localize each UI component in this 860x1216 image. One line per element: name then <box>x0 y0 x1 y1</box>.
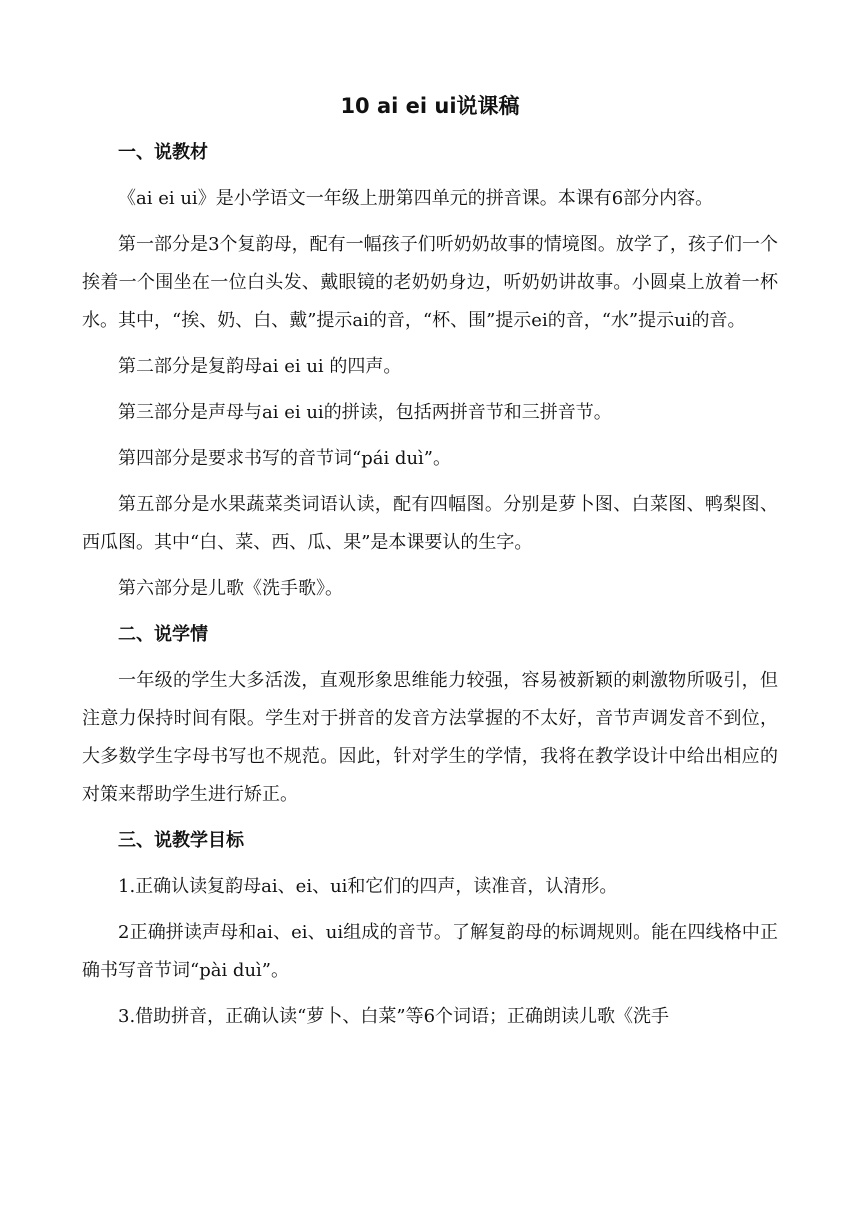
paragraph: 第二部分是复韵母ai ei ui 的四声。 <box>118 356 402 377</box>
paragraph: 《ai ei ui》是小学语文一年级上册第四单元的拼音课。本课有6部分内容。 <box>118 188 714 209</box>
paragraph: 第三部分是声母与ai ei ui的拼读，包括两拼音节和三拼音节。 <box>118 402 612 423</box>
paragraph: 第四部分是要求书写的音节词“pái duì”。 <box>118 448 452 469</box>
section-heading-students: 二、说学情 <box>118 624 208 645</box>
document-body <box>82 134 778 1044</box>
paragraph: 一年级的学生大多活泼，直观形象思维能力较强，容易被新颖的刺激物所吸引，但注意力保持时间有限。学生对于拼音的发音方法掌握的不太好，音节声调发音不到位，大多数学生字母书写也不规范。因此，针对学生的学情，我将在教学设计中给出相应的对策来帮助学生进行矫正。 <box>82 670 778 805</box>
paragraph: 2正确拼读声母和ai、ei、ui组成的音节。了解复韵母的标调规则。能在四线格中正确书写音节词“pài duì”。 <box>82 922 778 981</box>
paragraph: 第一部分是3个复韵母，配有一幅孩子们听奶奶故事的情境图。放学了，孩子们一个挨着一个围坐在一位白头发、戴眼镜的老奶奶身边，听奶奶讲故事。小圆桌上放着一杯水。其中，“挨、奶、白、戴”提示ai的音，“杯、围”提示ei的音，“水”提示ui的音。 <box>82 234 778 331</box>
paragraph: 3.借助拼音，正确认读“萝卜、白菜”等6个词语；正确朗读儿歌《洗手 <box>118 1006 670 1027</box>
paragraph: 1.正确认读复韵母ai、ei、ui和它们的四声，读准音，认清形。 <box>118 876 618 897</box>
section-heading-textbook: 一、说教材 <box>118 142 208 163</box>
document-title: 10 ai ei ui说课稿 <box>340 94 520 118</box>
paragraph: 第六部分是儿歌《洗手歌》。 <box>118 578 343 599</box>
paragraph: 第五部分是水果蔬菜类词语认读，配有四幅图。分别是萝卜图、白菜图、鸭梨图、西瓜图。其中“白、菜、西、瓜、果”是本课要认的生字。 <box>82 494 778 553</box>
section-heading-objectives: 三、说教学目标 <box>118 830 244 851</box>
